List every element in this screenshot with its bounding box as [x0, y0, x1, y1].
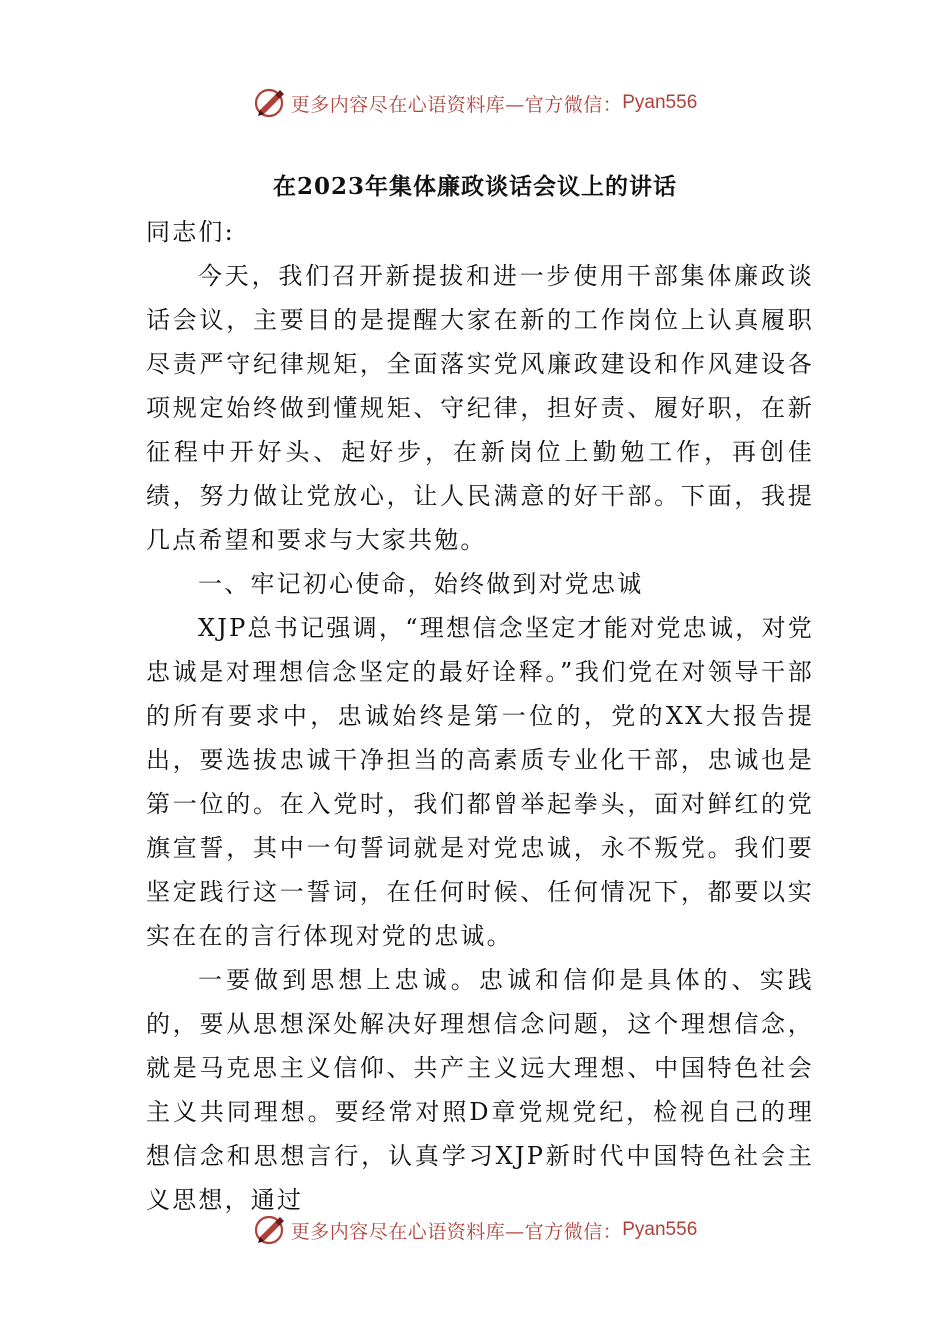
pen-logo-icon	[253, 1213, 287, 1247]
paragraph-intro: 今天，我们召开新提拔和进一步使用干部集体廉政谈话会议，主要目的是提醒大家在新的工作岗位上认真履职尽责严守纪律规矩，全面落实党风廉政建设和作风建设各项规定始终做到懂规矩、守纪律，担好责、履好职，在新征程中开好头、起好步，在新岗位上勤勉工作，再创佳绩，努力做让党放心，让人民满意的好干部。下面，我提几点希望和要求与大家共勉。	[146, 262, 814, 554]
watermark-text: 更多内容尽在心语资料库—官方微信：	[290, 1220, 623, 1243]
pen-logo-icon	[253, 86, 287, 120]
watermark-banner-top	[0, 83, 950, 123]
document-title: 在2023年集体廉政谈话会议上的讲话	[272, 173, 677, 200]
section-heading-1: 一、牢记初心使命，始终做到对党忠诚	[198, 570, 644, 598]
salutation: 同志们:	[146, 218, 235, 246]
watermark-text: 更多内容尽在心语资料库—官方微信：	[290, 93, 623, 116]
paragraph-loyalty: XJP总书记强调，“理想信念坚定才能对党忠诚，对党忠诚是对理想信念坚定的最好诠释。”我们党在对领导干部的所有要求中，忠诚始终是第一位的，党的XX大报告提出，要选拔忠诚干净担当的高素质专业化干部，忠诚也是第一位的。在入党时，我们都曾举起拳头，面对鲜红的党旗宣誓，其中一句誓词就是对党忠诚，永不叛党。我们要坚定践行这一誓词，在任何时候、任何情况下，都要以实实在在的言行体现对党的忠诚。	[146, 614, 814, 950]
watermark-banner-bottom	[0, 1210, 950, 1250]
paragraph-ideological-loyalty: 一要做到思想上忠诚。忠诚和信仰是具体的、实践的，要从思想深处解决好理想信念问题，这个理想信念，就是马克思主义信仰、共产主义远大理想、中国特色社会主义共同理想。要经常对照D章党规党纪，检视自己的理想信念和思想言行，认真学习XJP新时代中国特色社会主义思想，通过	[146, 966, 814, 1214]
document-body	[146, 210, 814, 1222]
watermark-contact: Pyan556	[622, 1219, 698, 1240]
watermark-contact: Pyan556	[622, 92, 698, 113]
